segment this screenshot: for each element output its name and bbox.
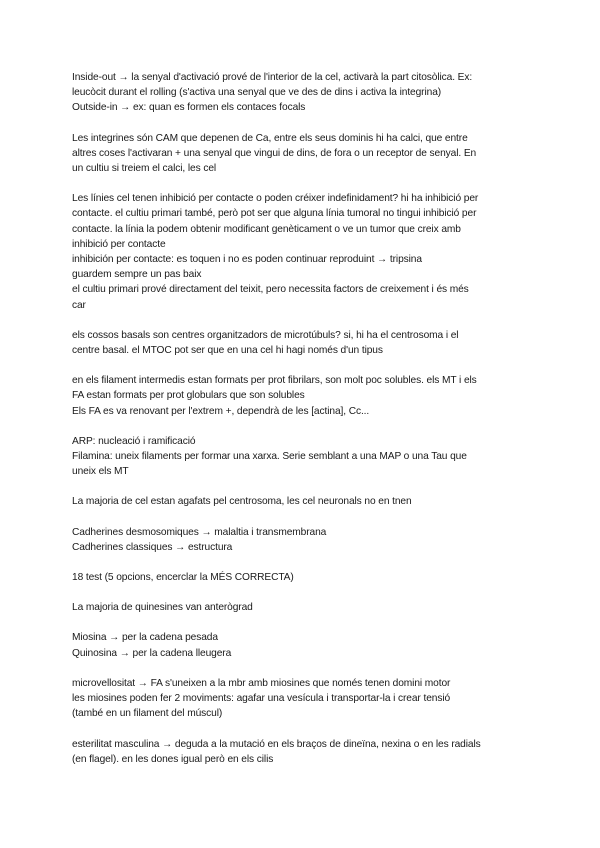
text-line: un cultiu si treiem el calci, les cel — [72, 163, 217, 175]
text-line: ARP: nucleació i ramificació — [72, 435, 196, 447]
text-line: esterilitat masculina → deguda a la mutació en els braços de dineïna, nexina o en les radials — [72, 738, 481, 750]
text-line: Les línies cel tenen inhibició per contacte o poden créixer indefinidament? hi ha inhibició per — [72, 193, 479, 205]
text-line: Quinosina → per la cadena lleugera — [72, 647, 232, 659]
text-line: el cultiu primari prové directament del teixit, pero necessita factors de creixement i és més — [72, 284, 469, 296]
text-line: contacte. la línia la podem obtenir modificant genèticament o ve un tumor que creix amb — [72, 223, 461, 235]
text-line: FA estan formats per prot globulars que son solubles — [72, 390, 305, 402]
text-line: Outside-in → ex: quan es formen els contaces focals — [72, 102, 306, 114]
text-line: car — [72, 299, 86, 311]
paragraph-centrosoma — [72, 494, 532, 509]
text-line: en els filament intermedis estan formats per prot fibrilars, son molt poc solubles. els MT i els — [72, 375, 477, 387]
text-line: inhibición per contacte: es toquen i no es poden continuar reproduint → tripsina — [72, 254, 422, 266]
text-line: 18 test (5 opcions, encerclar la MÉS CORRECTA) — [72, 572, 294, 584]
text-line: Inside-out → la senyal d'activació prové de l'interior de la cel, activarà la part citosòlica. Ex: — [72, 72, 473, 83]
text-line: La majoria de quinesines van anterògrad — [72, 602, 253, 614]
paragraph-test — [72, 570, 532, 585]
text-line: les miosines poden fer 2 moviments: agafar una vesícula i transportar-la i crear tensió — [72, 693, 451, 705]
paragraph-filaments — [72, 373, 532, 419]
paragraph-cossos-basals — [72, 328, 532, 358]
text-line: Les integrines són CAM que depenen de Ca, entre els seus dominis hi ha calci, que entre — [72, 132, 468, 144]
text-line: microvellositat → FA s'uneixen a la mbr amb miosines que només tenen domini motor — [72, 677, 451, 689]
text-line: Els FA es va renovant per l'extrem +, dependrà de les [actina], Cc... — [72, 405, 370, 417]
paragraph-integrines — [72, 131, 532, 177]
text-line: Cadherines desmosomiques → malaltia i transmembrana — [72, 526, 327, 538]
text-line: (també en un filament del múscul) — [72, 708, 223, 720]
text-line: uneix els MT — [72, 466, 129, 478]
text-line: contacte. el cultiu primari també, però pot ser que alguna línia tumoral no tingui inhibició per — [72, 208, 477, 220]
text-line: Cadherines classiques → estructura — [72, 541, 233, 553]
paragraph-miosina — [72, 630, 532, 660]
text-line: centre basal. el MTOC pot ser que en una cel hi hagi només d'un tipus — [72, 345, 383, 357]
document-body — [72, 70, 532, 767]
text-line: inhibició per contacte — [72, 238, 166, 250]
text-line: els cossos basals son centres organitzadors de microtúbuls? si, hi ha el centrosoma i el — [72, 329, 459, 341]
paragraph-inside-out — [72, 70, 532, 116]
text-line: guardem sempre un pas baix — [72, 269, 202, 281]
paragraph-arp-filamina — [72, 434, 532, 480]
text-line: La majoria de cel estan agafats pel centrosoma, les cel neuronals no en tnen — [72, 496, 412, 508]
paragraph-microvellositat — [72, 676, 532, 722]
text-line: leucòcit durant el rolling (s'activa una senyal que ve des de dins i activa la integrina) — [72, 87, 442, 99]
text-line: (en flagel). en les dones igual però en els cilis — [72, 753, 274, 765]
text-line: Filamina: uneix filaments per formar una xarxa. Serie semblant a una MAP o una Tau que — [72, 451, 467, 463]
text-line: altres coses l'activaran + una senyal que vingui de dins, de fora o un receptor de senyal. En — [72, 147, 477, 159]
paragraph-quinesines — [72, 600, 532, 615]
paragraph-cadherines — [72, 525, 532, 555]
paragraph-linies-cel — [72, 191, 532, 313]
paragraph-esterilitat — [72, 737, 532, 767]
text-line: Miosina → per la cadena pesada — [72, 632, 218, 644]
